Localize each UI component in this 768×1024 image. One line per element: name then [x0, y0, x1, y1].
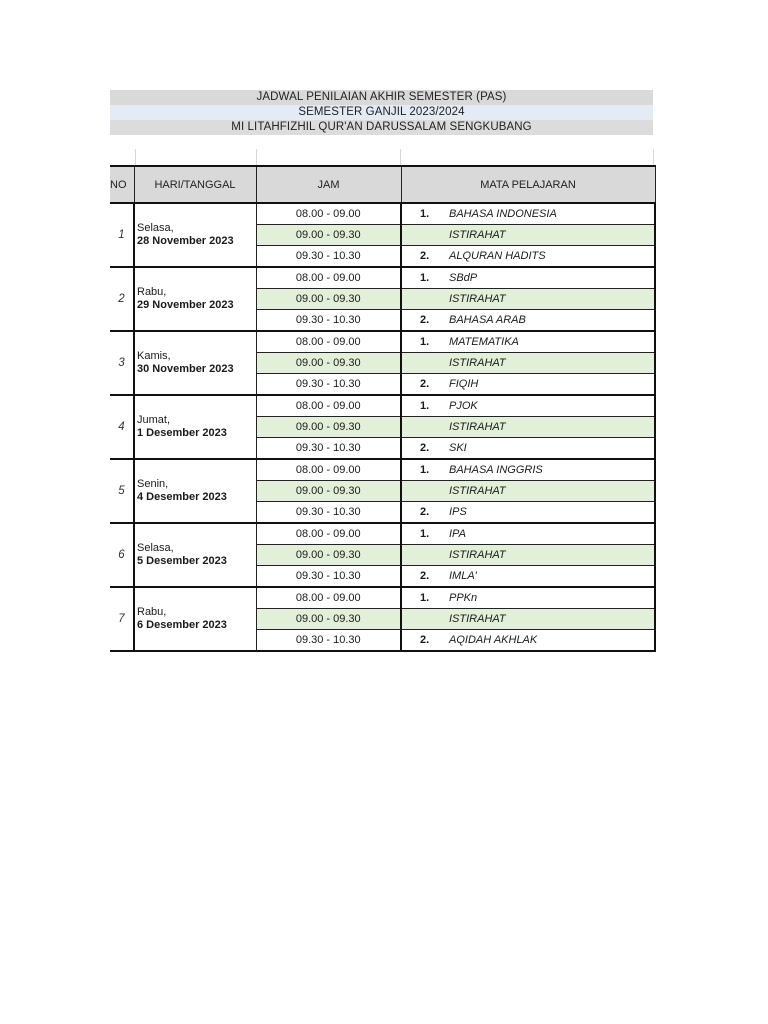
table-row	[110, 587, 655, 609]
day-name: Kamis,	[137, 350, 171, 362]
day-date-cell	[134, 523, 256, 587]
exam-schedule-table	[110, 165, 656, 652]
time-cell: 08.00 - 09.00	[256, 587, 401, 609]
table-row	[110, 523, 655, 545]
subject-name: ISTIRAHAT	[446, 609, 655, 630]
time-cell: 09.30 - 10.30	[256, 438, 401, 460]
day-date: 30 November 2023	[137, 363, 234, 375]
subject-number	[401, 225, 446, 246]
subject-name: ISTIRAHAT	[446, 289, 655, 310]
day-date-cell	[134, 587, 256, 651]
schedule-title	[110, 90, 653, 135]
subject-name: SKI	[446, 438, 655, 460]
day-number: 5	[110, 459, 134, 523]
subject-number: 2.	[401, 374, 446, 396]
subject-number: 2.	[401, 438, 446, 460]
subject-number: 2.	[401, 502, 446, 524]
day-number: 3	[110, 331, 134, 395]
table-row	[110, 459, 655, 481]
day-number: 2	[110, 267, 134, 331]
day-name: Selasa,	[137, 222, 174, 234]
subject-number: 1.	[401, 587, 446, 609]
time-cell: 08.00 - 09.00	[256, 523, 401, 545]
day-name: Jumat,	[137, 414, 171, 426]
subject-number	[401, 609, 446, 630]
title-line-1: JADWAL PENILAIAN AKHIR SEMESTER (PAS)	[110, 90, 653, 105]
subject-number	[401, 545, 446, 566]
time-cell: 09.30 - 10.30	[256, 502, 401, 524]
subject-number: 2.	[401, 310, 446, 332]
subject-number: 1.	[401, 395, 446, 417]
time-cell: 09.00 - 09.30	[256, 545, 401, 566]
time-cell: 09.00 - 09.30	[256, 225, 401, 246]
day-date: 29 November 2023	[137, 299, 234, 311]
day-date-cell	[134, 459, 256, 523]
time-cell: 09.30 - 10.30	[256, 566, 401, 588]
subject-number: 2.	[401, 246, 446, 268]
day-date: 28 November 2023	[137, 235, 234, 247]
time-cell: 09.30 - 10.30	[256, 246, 401, 268]
subject-name: ISTIRAHAT	[446, 225, 655, 246]
day-name: Rabu,	[137, 606, 167, 618]
subject-name: BAHASA ARAB	[446, 310, 655, 332]
header-row	[110, 166, 655, 203]
table-row	[110, 267, 655, 289]
subject-name: PPKn	[446, 587, 655, 609]
subject-name: MATEMATIKA	[446, 331, 655, 353]
title-line-2: SEMESTER GANJIL 2023/2024	[110, 105, 653, 120]
subject-name: ISTIRAHAT	[446, 545, 655, 566]
header-time: JAM	[256, 166, 401, 203]
time-cell: 08.00 - 09.00	[256, 267, 401, 289]
time-cell: 08.00 - 09.00	[256, 459, 401, 481]
subject-number	[401, 289, 446, 310]
subject-name: IPS	[446, 502, 655, 524]
subject-number: 2.	[401, 630, 446, 652]
time-cell: 09.30 - 10.30	[256, 310, 401, 332]
time-cell: 09.00 - 09.30	[256, 289, 401, 310]
subject-name: SBdP	[446, 267, 655, 289]
header-day: HARI/TANGGAL	[134, 166, 256, 203]
subject-name: BAHASA INDONESIA	[446, 203, 655, 225]
subject-number: 2.	[401, 566, 446, 588]
subject-name: AQIDAH AKHLAK	[446, 630, 655, 652]
subject-number: 1.	[401, 459, 446, 481]
day-name: Selasa,	[137, 542, 174, 554]
time-cell: 09.30 - 10.30	[256, 630, 401, 652]
subject-number: 1.	[401, 523, 446, 545]
day-number: 6	[110, 523, 134, 587]
day-number: 7	[110, 587, 134, 651]
day-date: 5 Desember 2023	[137, 555, 227, 567]
time-cell: 08.00 - 09.00	[256, 331, 401, 353]
day-number: 1	[110, 203, 134, 267]
subject-name: PJOK	[446, 395, 655, 417]
subject-number	[401, 353, 446, 374]
time-cell: 09.00 - 09.30	[256, 481, 401, 502]
day-date-cell	[134, 331, 256, 395]
subject-name: IPA	[446, 523, 655, 545]
time-cell: 09.30 - 10.30	[256, 374, 401, 396]
day-date: 6 Desember 2023	[137, 619, 227, 631]
subject-name: BAHASA INGGRIS	[446, 459, 655, 481]
subject-number	[401, 417, 446, 438]
title-line-3: MI LITAHFIZHIL QUR'AN DARUSSALAM SENGKUBANG	[110, 120, 653, 135]
subject-name: FIQIH	[446, 374, 655, 396]
subject-number: 1.	[401, 203, 446, 225]
day-name: Senin,	[137, 478, 169, 490]
day-number: 4	[110, 395, 134, 459]
subject-name: ALQURAN HADITS	[446, 246, 655, 268]
time-cell: 08.00 - 09.00	[256, 395, 401, 417]
subject-number: 1.	[401, 267, 446, 289]
subject-number: 1.	[401, 331, 446, 353]
subject-name: ISTIRAHAT	[446, 353, 655, 374]
day-date: 1 Desember 2023	[137, 427, 227, 439]
sheet-gridlines	[110, 145, 655, 165]
table-row	[110, 331, 655, 353]
day-date-cell	[134, 203, 256, 267]
header-subject: MATA PELAJARAN	[401, 166, 655, 203]
subject-name: IMLA'	[446, 566, 655, 588]
header-no: NO	[110, 166, 134, 203]
time-cell: 09.00 - 09.30	[256, 609, 401, 630]
subject-name: ISTIRAHAT	[446, 417, 655, 438]
day-date-cell	[134, 395, 256, 459]
time-cell: 09.00 - 09.30	[256, 353, 401, 374]
subject-number	[401, 481, 446, 502]
table-row	[110, 395, 655, 417]
day-date: 4 Desember 2023	[137, 491, 227, 503]
day-name: Rabu,	[137, 286, 167, 298]
time-cell: 09.00 - 09.30	[256, 417, 401, 438]
day-date-cell	[134, 267, 256, 331]
subject-name: ISTIRAHAT	[446, 481, 655, 502]
time-cell: 08.00 - 09.00	[256, 203, 401, 225]
table-row	[110, 203, 655, 225]
